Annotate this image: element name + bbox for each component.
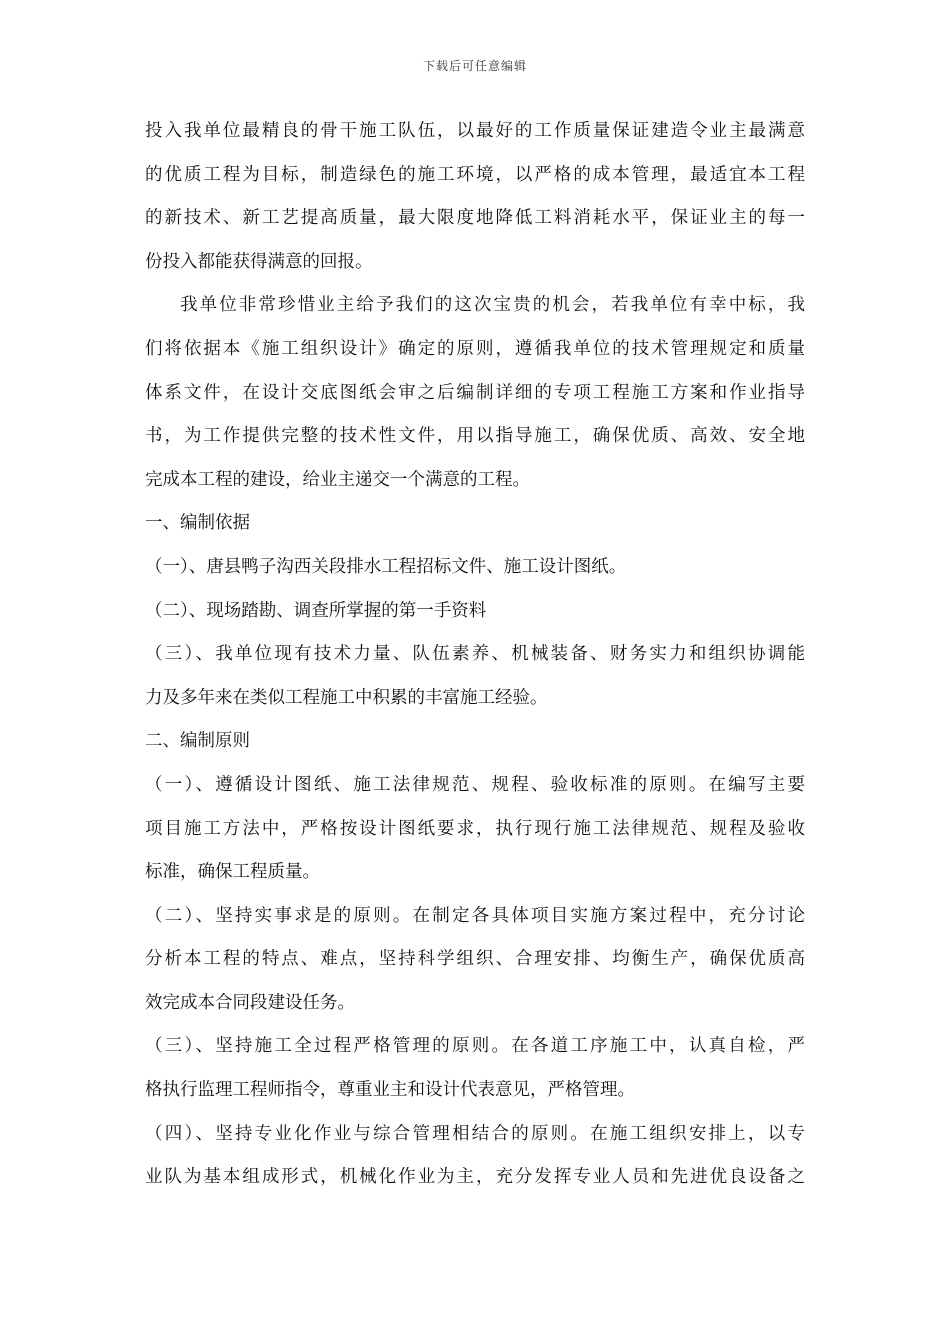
text-line: 分析本工程的特点、难点，坚持科学组织、合理安排、均衡生产，确保优质高 xyxy=(145,949,805,970)
text-line: 书，为工作提供完整的技术性文件，用以指导施工，确保优质、高效、安全地 xyxy=(145,426,805,447)
text-line: 二、编制原则 xyxy=(145,731,250,752)
text-line: 业队为基本组成形式，机械化作业为主，充分发挥专业人员和先进优良设备之 xyxy=(145,1167,805,1188)
text-line: 份投入都能获得满意的回报。 xyxy=(145,251,373,272)
page-header: 下载后可任意编辑 xyxy=(422,59,527,73)
text-line: 标准，确保工程质量。 xyxy=(145,862,320,883)
text-line: 们将依据本《施工组织设计》确定的原则，遵循我单位的技术管理规定和质量 xyxy=(145,338,805,359)
text-line: （二）、现场踏勘、调查所掌握的第一手资料 xyxy=(145,600,487,621)
text-line: 的优质工程为目标，制造绿色的施工环境，以严格的成本管理，最适宜本工程 xyxy=(145,164,805,185)
text-line: 完成本工程的建设，给业主递交一个满意的工程。 xyxy=(145,469,530,490)
text-line: （一）、遵循设计图纸、施工法律规范、规程、验收标准的原则。在编写主要 xyxy=(145,774,805,795)
text-line: 力及多年来在类似工程施工中积累的丰富施工经验。 xyxy=(145,687,548,708)
text-line: 我单位非常珍惜业主给予我们的这次宝贵的机会，若我单位有幸中标，我 xyxy=(180,295,805,316)
text-line: 投入我单位最精良的骨干施工队伍，以最好的工作质量保证建造令业主最满意 xyxy=(145,121,805,141)
text-line: 体系文件，在设计交底图纸会审之后编制详细的专项工程施工方案和作业指导 xyxy=(145,382,805,403)
text-line: 效完成本合同段建设任务。 xyxy=(145,992,355,1013)
text-line: 一、编制依据 xyxy=(145,513,250,534)
text-line: 项目施工方法中，严格按设计图纸要求，执行现行施工法律规范、规程及验收 xyxy=(145,818,805,839)
text-line: 的新技术、新工艺提高质量，最大限度地降低工料消耗水平，保证业主的每一 xyxy=(145,208,805,229)
body-text xyxy=(145,110,805,1200)
text-line: （二）、坚持实事求是的原则。在制定各具体项目实施方案过程中，充分讨论 xyxy=(145,905,805,926)
text-line: （三）、我单位现有技术力量、队伍素养、机械装备、财务实力和组织协调能 xyxy=(145,644,805,665)
text-line: （四）、坚持专业化作业与综合管理相结合的原则。在施工组织安排上，以专 xyxy=(145,1123,805,1144)
text-line: （三）、坚持施工全过程严格管理的原则。在各道工序施工中，认真自检，严 xyxy=(145,1036,805,1057)
text-line: （一）、唐县鸭子沟西关段排水工程招标文件、施工设计图纸。 xyxy=(145,556,627,577)
text-line: 格执行监理工程师指令，尊重业主和设计代表意见，严格管理。 xyxy=(145,1080,635,1101)
